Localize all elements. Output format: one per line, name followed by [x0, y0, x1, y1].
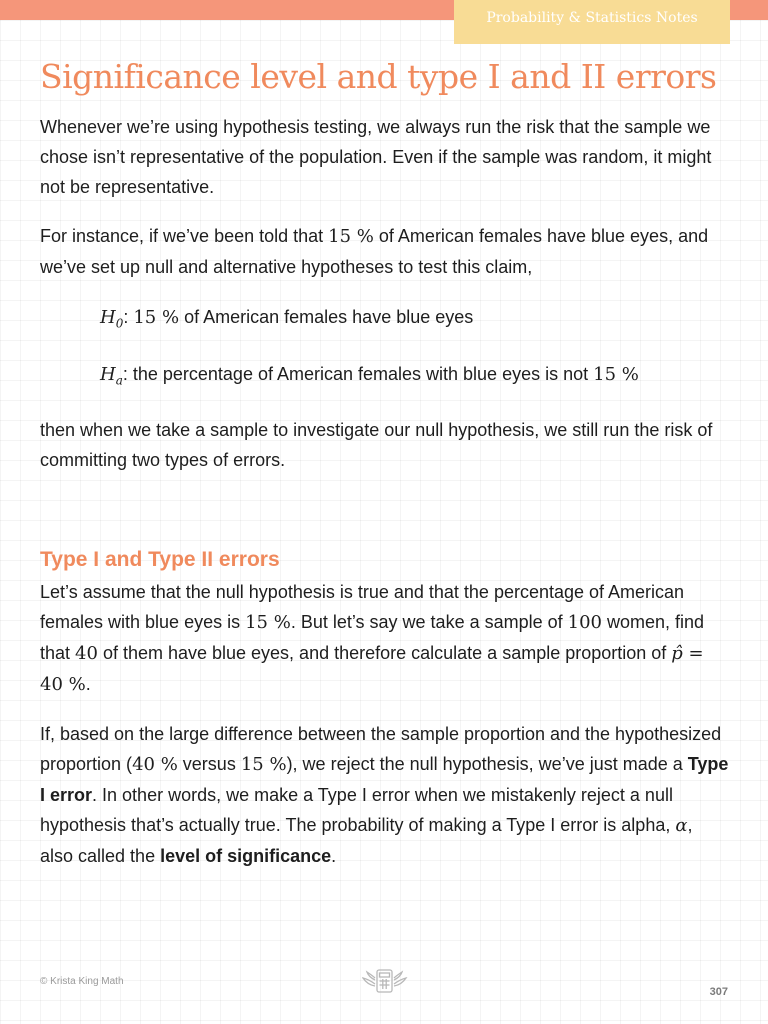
text-run: If, based on the large difference between the sample proportion and the hypothesized proportion ( [40, 724, 722, 775]
text-run: of them have blue eyes, and therefore calculate a sample proportion of [97, 643, 672, 664]
page-content [40, 58, 730, 871]
math-subscript: a [115, 373, 123, 388]
math-percent: 40 % [132, 754, 178, 776]
text-run: women, find that [40, 612, 705, 664]
null-hypothesis [100, 302, 730, 339]
math-percent: 15 % [240, 754, 287, 776]
math-alpha: α [675, 815, 688, 837]
math-p-hat: p̂ [671, 643, 683, 665]
text-run: of American females have blue eyes [179, 307, 474, 327]
section-heading: Type I and Type II errors [40, 548, 280, 572]
text-run: . But let’s say we take a sample of [290, 612, 568, 633]
text-run: . [331, 846, 337, 867]
text-run: , also called the [40, 815, 693, 867]
page-number: 307 [709, 986, 728, 998]
text-run: : the percentage of American females with blue eyes is not [122, 363, 594, 384]
calculator-logo-icon [362, 966, 408, 1001]
math-percent: 15 % [245, 612, 291, 634]
text-run: of American females have blue eyes, and we’ve set up null and alternative hypotheses to test this claim, [40, 226, 709, 277]
colon: : [123, 307, 134, 327]
bold-term-type-i-error: Type I error [40, 754, 729, 806]
math-number: 40 [75, 643, 98, 665]
math-percent: 15 % [593, 363, 639, 385]
text-run: ), we reject the null hypothesis, we’ve just made a [286, 754, 688, 775]
intro-paragraph-1: Whenever we’re using hypothesis testing, we always run the risk that the sample we chose isn’t representative of the population. Even if the sample was random, it might not be representative. [40, 117, 712, 197]
section-paragraph-2 [40, 719, 730, 871]
intro-paragraph-2 [40, 221, 730, 282]
header-tab: Probability & Statistics Notes [454, 0, 730, 44]
text-run: versus [177, 754, 241, 775]
text-run: . [85, 674, 91, 695]
math-h: H [100, 307, 116, 328]
bold-term-level-of-significance: level of significance [160, 846, 332, 867]
text-run: Let’s assume that the null hypothesis is true and that the percentage of American females with blue eyes is [40, 582, 685, 633]
text-run: . In other words, we make a Type I error when we mistakenly reject a null hypothesis that’s actually true. The probability of making a Type I error is alpha, [40, 785, 676, 836]
intro-paragraph-3: then when we take a sample to investigate our null hypothesis, we still run the risk of committing two types of errors. [40, 420, 713, 471]
math-number: 100 [567, 612, 602, 634]
math-subscript: 0 [115, 316, 124, 331]
section-paragraph-1 [40, 577, 730, 700]
footer-copyright: © Krista King Math [40, 976, 124, 987]
text-run: For instance, if we’ve been told that [40, 226, 329, 246]
page-title: Significance level and type I and II errors [40, 57, 717, 96]
math-h: H [100, 363, 116, 385]
alternative-hypothesis [100, 359, 730, 396]
math-equation: = 40 % [40, 643, 704, 696]
math-percent: 15 % [133, 307, 180, 328]
math-percent: 15 % [328, 226, 374, 247]
